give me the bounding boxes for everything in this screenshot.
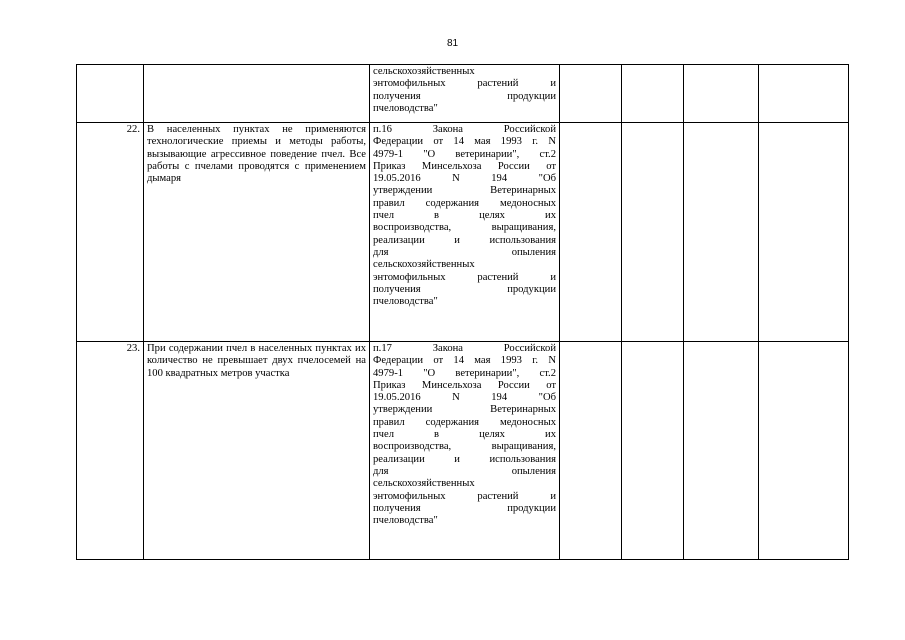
empty-cell (684, 65, 759, 123)
reference-line: для опыления (373, 465, 556, 477)
empty-cell (622, 65, 684, 123)
reference-line: Федерации от 14 мая 1993 г. N (373, 136, 556, 148)
reference-line: энтомофильных растений и (373, 490, 556, 502)
row-number (77, 65, 144, 123)
empty-cell (759, 123, 849, 342)
reference-line: энтомофильных растений и (373, 78, 556, 90)
reference-line: сельскохозяйственных (373, 66, 475, 77)
reference-line: энтомофильных растений и (373, 271, 556, 283)
reference-line: 19.05.2016 N 194 "Об (373, 392, 556, 404)
reference-line: реализации и использования (373, 453, 556, 465)
empty-cell (759, 65, 849, 123)
legal-reference (370, 123, 560, 342)
reference-line: пчел в целях их (373, 210, 556, 222)
requirements-table (76, 64, 849, 560)
reference-line: пчеловодства" (373, 515, 438, 527)
requirement-text: При содержании пчел в населенных пунктах их количество не превышает двух пчелосемей на 100 квадратных метров участка (144, 342, 370, 560)
reference-line: правил содержания медоносных (373, 416, 556, 428)
empty-cell (622, 123, 684, 342)
reference-line: пчел в целях их (373, 429, 556, 441)
page-number: 81 (446, 38, 459, 49)
empty-cell (560, 65, 622, 123)
reference-line: 4979-1 "О ветеринарии", ст.2 (373, 367, 556, 379)
row-number: 22. (77, 123, 144, 342)
reference-line: утверждении Ветеринарных (373, 185, 556, 197)
empty-cell (759, 342, 849, 560)
reference-line: Приказ Минсельхоза России от (373, 379, 556, 391)
reference-line: воспроизводства, выращивания, (373, 222, 556, 234)
reference-line: для опыления (373, 246, 556, 258)
empty-cell (560, 123, 622, 342)
table-row (77, 65, 849, 123)
row-number: 23. (77, 342, 144, 560)
reference-line: п.17 Закона Российской (373, 343, 556, 354)
requirement-text: В населенных пунктах не применяются технологические приемы и методы работы, вызывающие агрессивное поведение пчел. Все работы с пчелами проводятся с применением дымаря (144, 123, 370, 342)
reference-line: п.16 Закона Российской (373, 124, 556, 135)
reference-line: 4979-1 "О ветеринарии", ст.2 (373, 148, 556, 160)
reference-line: правил содержания медоносных (373, 197, 556, 209)
reference-line: реализации и использования (373, 234, 556, 246)
reference-line: 19.05.2016 N 194 "Об (373, 173, 556, 185)
table-row (77, 123, 849, 342)
reference-line: пчеловодства" (373, 102, 438, 114)
empty-cell (684, 123, 759, 342)
reference-line: получения продукции (373, 90, 556, 102)
empty-cell (560, 342, 622, 560)
reference-line: сельскохозяйственных (373, 259, 475, 271)
reference-line: получения продукции (373, 502, 556, 514)
legal-reference (370, 65, 560, 123)
reference-line: Федерации от 14 мая 1993 г. N (373, 355, 556, 367)
reference-line: пчеловодства" (373, 296, 438, 308)
empty-cell (684, 342, 759, 560)
requirement-text (144, 65, 370, 123)
legal-reference (370, 342, 560, 560)
table-row (77, 342, 849, 560)
reference-line: утверждении Ветеринарных (373, 404, 556, 416)
reference-line: получения продукции (373, 283, 556, 295)
reference-line: сельскохозяйственных (373, 478, 475, 490)
empty-cell (622, 342, 684, 560)
reference-line: Приказ Минсельхоза России от (373, 160, 556, 172)
reference-line: воспроизводства, выращивания, (373, 441, 556, 453)
